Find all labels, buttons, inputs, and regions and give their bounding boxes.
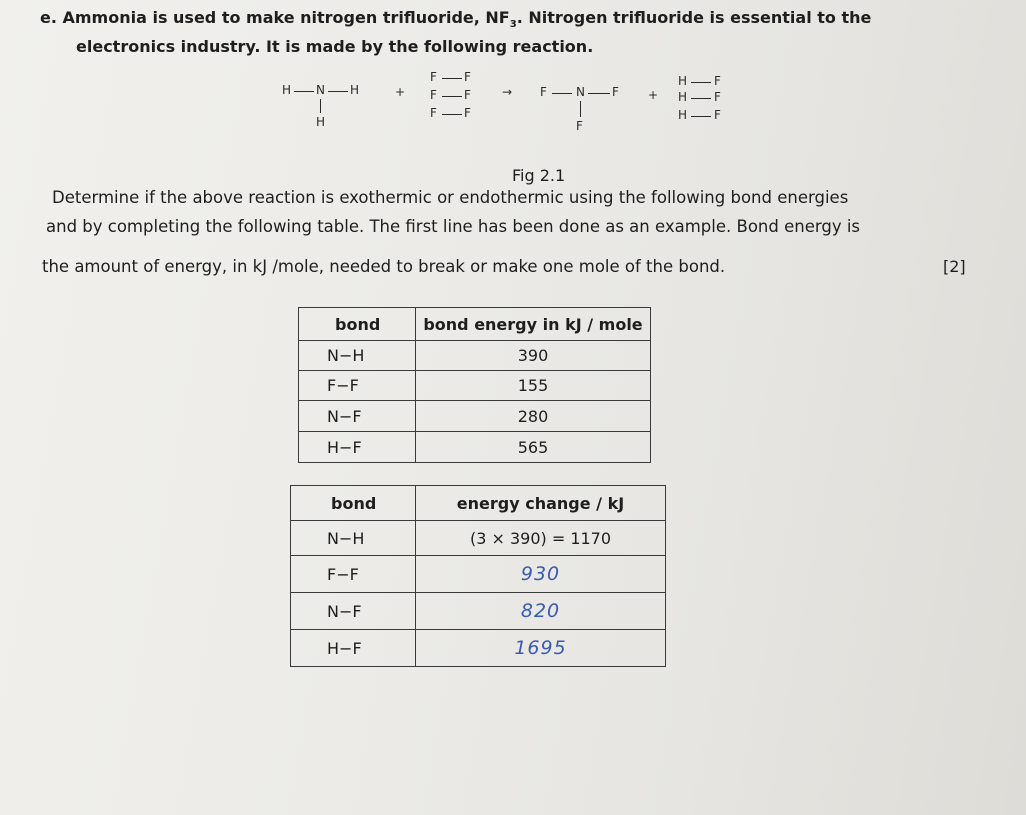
cell-bond: H−F [291,630,416,667]
bond-line [580,101,581,117]
header-bond-energy: bond energy in kJ / mole [416,308,651,341]
atom-h: H [678,108,688,122]
atom-f: F [714,74,721,88]
atom-f: F [714,108,721,122]
header-bond: bond [299,308,416,341]
table-row [299,401,651,432]
intro-subscript: 3 [509,19,517,31]
figure-caption: Fig 2.1 [512,166,566,185]
table-row [299,341,651,371]
marks-label: [2] [943,257,966,276]
atom-f: F [714,90,721,104]
intro-line-2: electronics industry. It is made by the following reaction. [76,37,594,56]
atom-f: F [540,85,547,99]
atom-h: H [316,115,326,129]
atom-f: F [576,119,583,133]
plus-text: + [395,85,406,99]
bond-energy-table [298,307,651,463]
atom-h: H [350,83,360,97]
header-energy-change: energy change / kJ [416,486,666,521]
atom-n: N [316,83,325,97]
table-row [291,521,666,556]
table-row [291,556,666,593]
question-line-1: Determine if the above reaction is exothermic or endothermic using the following bond energies [52,188,849,207]
cell-value: 280 [416,401,651,432]
cell-value: 390 [416,341,651,371]
bond-line [442,96,462,97]
atom-f: F [464,70,471,84]
cell-bond: F−F [291,556,416,593]
bond-line [294,91,314,92]
cell-value: 155 [416,371,651,401]
handwritten-answer: 930 [416,556,666,593]
atom-h: H [678,90,688,104]
atom-f: F [464,106,471,120]
handwritten-answer: 1695 [416,630,666,667]
bond-line [320,99,321,113]
header-bond: bond [291,486,416,521]
question-line-2: and by completing the following table. The first line has been done as an example. Bond energy is [46,217,861,236]
bond-line [691,116,711,117]
atom-f: F [612,85,619,99]
intro-line-1 [40,8,871,30]
handwritten-answer: 820 [416,593,666,630]
bond-line [691,98,711,99]
bond-line [442,78,462,79]
atom-f: F [430,88,437,102]
table-row [291,630,666,667]
bond-line [552,93,572,94]
atom-f: F [430,106,437,120]
bond-line [588,93,610,94]
atom-h: H [282,83,292,97]
cell-bond: H−F [299,432,416,463]
atom-f: F [430,70,437,84]
cell-bond: N−F [299,401,416,432]
atom-h: H [678,74,688,88]
cell-bond: N−F [291,593,416,630]
bond-line [691,82,711,83]
table-row [299,432,651,463]
cell-bond: N−H [299,341,416,371]
cell-bond: F−F [299,371,416,401]
cell-value: (3 × 390) = 1170 [416,521,666,556]
atom-f: F [464,88,471,102]
intro-line-1-text: e. Ammonia is used to make nitrogen trifluoride, NF [40,8,510,27]
table-row [291,593,666,630]
table-header-row [291,486,666,521]
atom-n: N [576,85,585,99]
cell-bond: N−H [291,521,416,556]
bond-line [328,91,348,92]
energy-change-table [290,485,666,667]
plus-text: + [648,88,659,102]
cell-value: 565 [416,432,651,463]
table-row [299,371,651,401]
question-line-3: the amount of energy, in kJ /mole, needed to break or make one mole of the bond. [42,257,726,276]
bond-line [442,114,462,115]
table-header-row [299,308,651,341]
intro-line-1-rest: . Nitrogen trifluoride is essential to the [516,8,872,27]
arrow-text: → [502,85,513,99]
